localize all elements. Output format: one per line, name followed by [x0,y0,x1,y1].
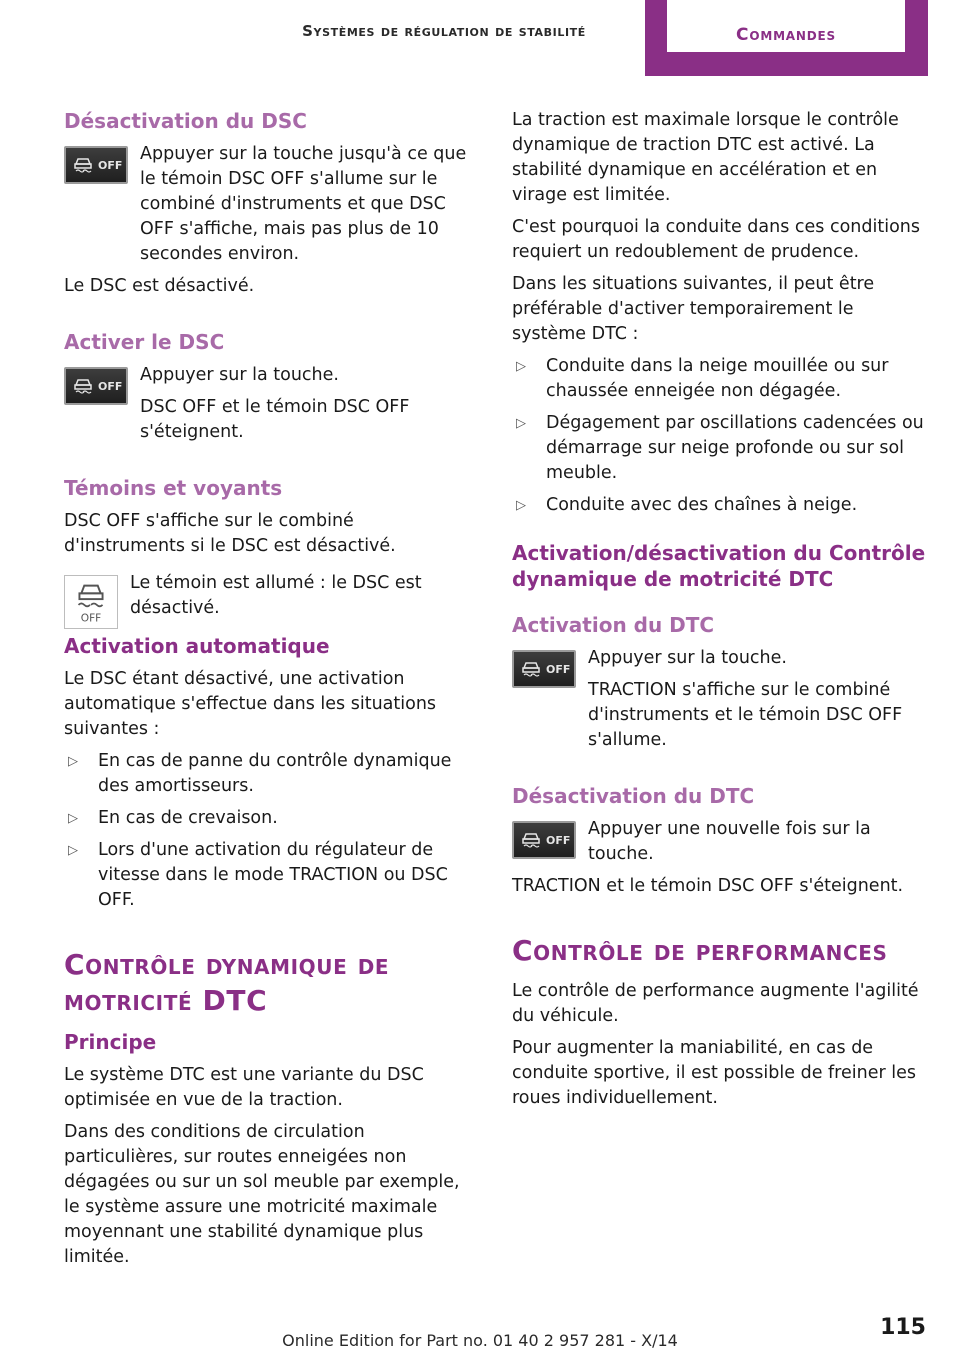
warning-light-row [64,571,476,623]
left-column [64,108,476,1277]
list-item: ▷ En cas de panne du contrôle dynamique des amortisseurs. [64,749,476,799]
chapter-tab [645,0,928,76]
heading-controle-performances: Contrôle de performances [512,934,888,967]
heading-desactivation-dsc: Désactivation du DSC [64,109,307,133]
paragraph: La traction est maximale lorsque le contrôle dynamique de traction DTC est activé. La stabilité dynamique en accélération et en virage est limitée. [512,110,899,205]
paragraph: C'est pourquoi la conduite dans ces conditions requiert un redoublement de prudence. [512,217,920,262]
dtc-off-instruction [512,817,928,867]
heading-activer-dsc: Activer le DSC [64,330,225,354]
paragraph: Le DSC étant désactivé, une activation automatique s'effectue dans les situations suivantes : [64,669,437,739]
list-item: ▷ Dégagement par oscillations cadencées ou démarrage sur neige profonde ou sur sol meuble. [512,411,928,486]
paragraph: Appuyer sur la touche. [588,648,787,668]
list-item: ▷ Conduite avec des chaînes à neige. [512,493,928,518]
heading-activation-automatique: Activation automatique [64,634,330,658]
warning-off-label: OFF [80,612,102,625]
dsc-off-button-icon [64,367,128,405]
paragraph: TRACTION et le témoin DSC OFF s'éteignent. [512,876,904,896]
heading-principe: Principe [64,1030,157,1054]
page-number: 115 [880,1315,926,1340]
off-label: OFF [98,158,123,172]
auto-activation-list [64,749,476,913]
heading-dtc: Contrôle dynamique de motricité DTC [64,948,390,1017]
list-item: ▷ Conduite dans la neige mouillée ou sur chaussée enneigée non dégagée. [512,354,928,404]
paragraph: Appuyer une nouvelle fois sur la touche. [588,819,871,864]
running-header-section: Systèmes de régulation de stabilité [302,22,586,40]
footer-edition: Online Edition for Part no. 01 40 2 957 281 - X/14 [282,1331,678,1350]
paragraph: DSC OFF et le témoin DSC OFF s'éteignent. [140,397,410,442]
dsc-off-button-icon [512,650,576,688]
paragraph: Appuyer sur la touche jusqu'à ce que le témoin DSC OFF s'allume sur le combiné d'instruments et que DSC OFF s'affiche, mais pas plus de 10 secondes environ. [140,144,467,264]
dsc-on-instruction [64,363,476,445]
right-column [512,108,928,1118]
paragraph: Le contrôle de performance augmente l'agilité du véhicule. [512,981,919,1026]
paragraph: TRACTION s'affiche sur le combiné d'instruments et le témoin DSC OFF s'allume. [588,680,903,750]
paragraph: DSC OFF s'affiche sur le combiné d'instruments si le DSC est désactivé. [64,511,396,556]
skidding-car-icon [72,156,94,174]
chapter-tab-label: Commandes [667,0,905,52]
list-item: ▷ Lors d'une activation du régulateur de vitesse dans le mode TRACTION ou DSC OFF. [64,838,476,913]
heading-activation-desactivation-dtc: Activation/désactivation du Contrôle dynamique de motricité DTC [512,541,926,591]
paragraph: Dans les situations suivantes, il peut être préférable d'activer temporairement le système DTC : [512,274,875,344]
list-item: ▷ En cas de crevaison. [64,806,476,831]
paragraph: Appuyer sur la touche. [140,365,339,385]
paragraph: Le DSC est désactivé. [64,276,255,296]
heading-temoins: Témoins et voyants [64,476,283,500]
dsc-off-button-icon [512,821,576,859]
off-label: OFF [98,379,123,393]
dtc-situations-list [512,354,928,518]
heading-activation-dtc: Activation du DTC [512,613,715,637]
paragraph: Dans des conditions de circulation particulières, sur routes enneigées non dégagées ou sur un sol meuble par exemple, le système assure une motricité maximale moyennant une stabilité dynamique plus limitée. [64,1122,460,1267]
off-label: OFF [546,833,571,847]
skidding-car-off-icon [65,576,117,628]
skidding-car-icon [72,377,94,395]
paragraph: Le système DTC est une variante du DSC optimisée en vue de la traction. [64,1065,424,1110]
heading-desactivation-dtc: Désactivation du DTC [512,784,755,808]
paragraph: Le témoin est allumé : le DSC est désactivé. [130,573,422,618]
dtc-on-instruction [512,646,928,753]
skidding-car-icon [520,831,542,849]
off-label: OFF [546,662,571,676]
dsc-off-instruction [64,142,476,267]
skidding-car-icon [520,660,542,678]
dsc-off-warning-light-icon [64,575,118,629]
dsc-off-button-icon [64,146,128,184]
paragraph: Pour augmenter la maniabilité, en cas de conduite sportive, il est possible de freiner les roues individuellement. [512,1038,916,1108]
